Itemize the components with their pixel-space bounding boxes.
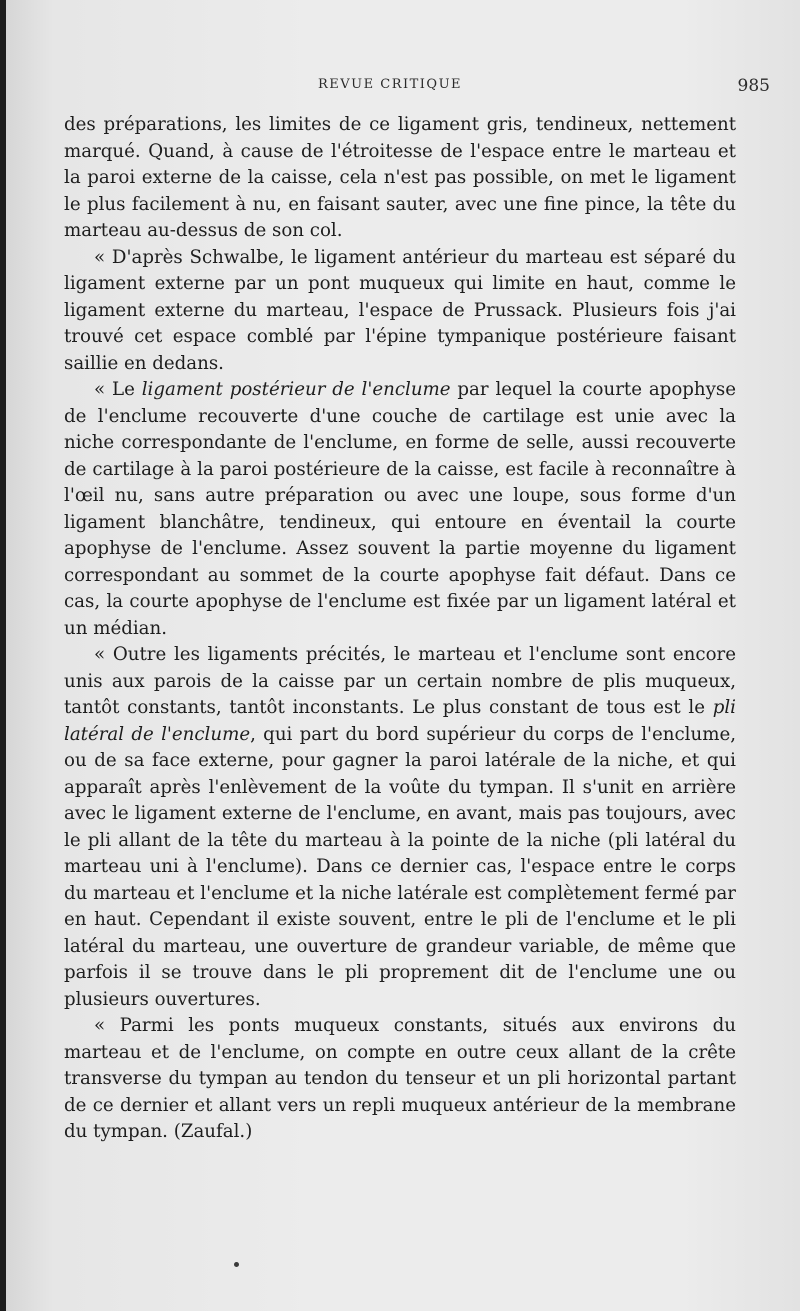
paragraph-text: des préparations, les limites de ce ligament gris, tendineux, nettement marqué. Quand, à cause de l'étroitesse de l'espace entre le marteau et la paroi externe de la caisse, cela n'est pas possible, on met le ligament le plus facilement à nu, en faisant sauter, avec une fine pince, la tête du marteau au-dessus de son col. xyxy=(64,114,736,241)
paragraph-text: « Le xyxy=(94,379,142,400)
running-header xyxy=(6,77,800,99)
italic-term: pli latéral de l'enclume xyxy=(64,697,736,745)
paragraph-text: « D'après Schwalbe, le ligament antérieur du marteau est séparé du ligament externe par un pont muqueux qui limite en haut, comme le ligament externe du marteau, l'espace de Prussack. Plusieurs fois j'ai trouvé cet espace comblé par l'épine tympanique postérieure faisant saillie en dedans. xyxy=(64,246,736,374)
paragraph-text: , qui part du bord supérieur du corps de l'enclume, ou de sa face externe, pour gagner la paroi latérale de la niche, et qui apparaît après l'enlèvement de la voûte du tympan. Il s'unit en arrière avec le ligament externe de l'enclume, en avant, mais pas toujours, avec le pli allant de la tête du marteau à la pointe de la niche (pli latéral du marteau uni à l'enclume). Dans ce dernier cas, l'espace entre le corps du marteau et l'enclume et la niche latérale est complètement fermé par en haut. Cependant il existe souvent, entre le pli de l'enclume et le pli latéral du marteau, une ouverture de grandeur variable, de même que parfois il se trouve dans le pli proprement dit de l'enclume une ou plusieurs ouvertures. xyxy=(64,723,736,1010)
ink-speck xyxy=(234,1262,239,1267)
paragraph-text: par lequel la courte apophyse de l'enclume recouverte d'une couche de cartilage est unie avec la niche correspondante de l'enclume, en forme de selle, aussi recouverte de cartilage à la paroi postérieure de la caisse, est facile à reconnaître à l'œil nu, sans autre préparation ou avec une loupe, sous forme d'un ligament blanchâtre, tendineux, qui entoure en éventail la courte apophyse de l'enclume. Assez souvent la partie moyenne du ligament correspondant au sommet de la courte apophyse fait défaut. Dans ce cas, la courte apophyse de l'enclume est fixée par un ligament latéral et un médian. xyxy=(64,379,736,639)
italic-term: ligament postérieur de l'enclume xyxy=(141,379,451,400)
paragraph-ligament-posterieur xyxy=(64,377,736,642)
paragraph-text: « Parmi les ponts muqueux constants, situés aux environs du marteau et de l'enclume, on compte en outre ceux allant de la crête transverse du tympan au tendon du tenseur et un pli horizontal partant de ce dernier et allant vers un repli muqueux antérieur de la membrane du tympan. (Zaufal.) xyxy=(64,1015,736,1142)
page-number: 985 xyxy=(737,76,770,96)
paragraph-ponts-muqueux xyxy=(64,1013,736,1146)
paragraph-plis-muqueux xyxy=(64,642,736,1013)
book-page xyxy=(6,0,800,1311)
paragraph-schwalbe xyxy=(64,245,736,378)
paragraph-text: « Outre les ligaments précités, le marteau et l'enclume sont encore unis aux parois de la caisse par un certain nombre de plis muqueux, tantôt constants, tantôt inconstants. Le plus constant de tous est le xyxy=(64,644,736,718)
paragraph-continued xyxy=(64,112,736,245)
running-title: REVUE CRITIQUE xyxy=(318,77,463,92)
body-text xyxy=(64,112,736,1146)
